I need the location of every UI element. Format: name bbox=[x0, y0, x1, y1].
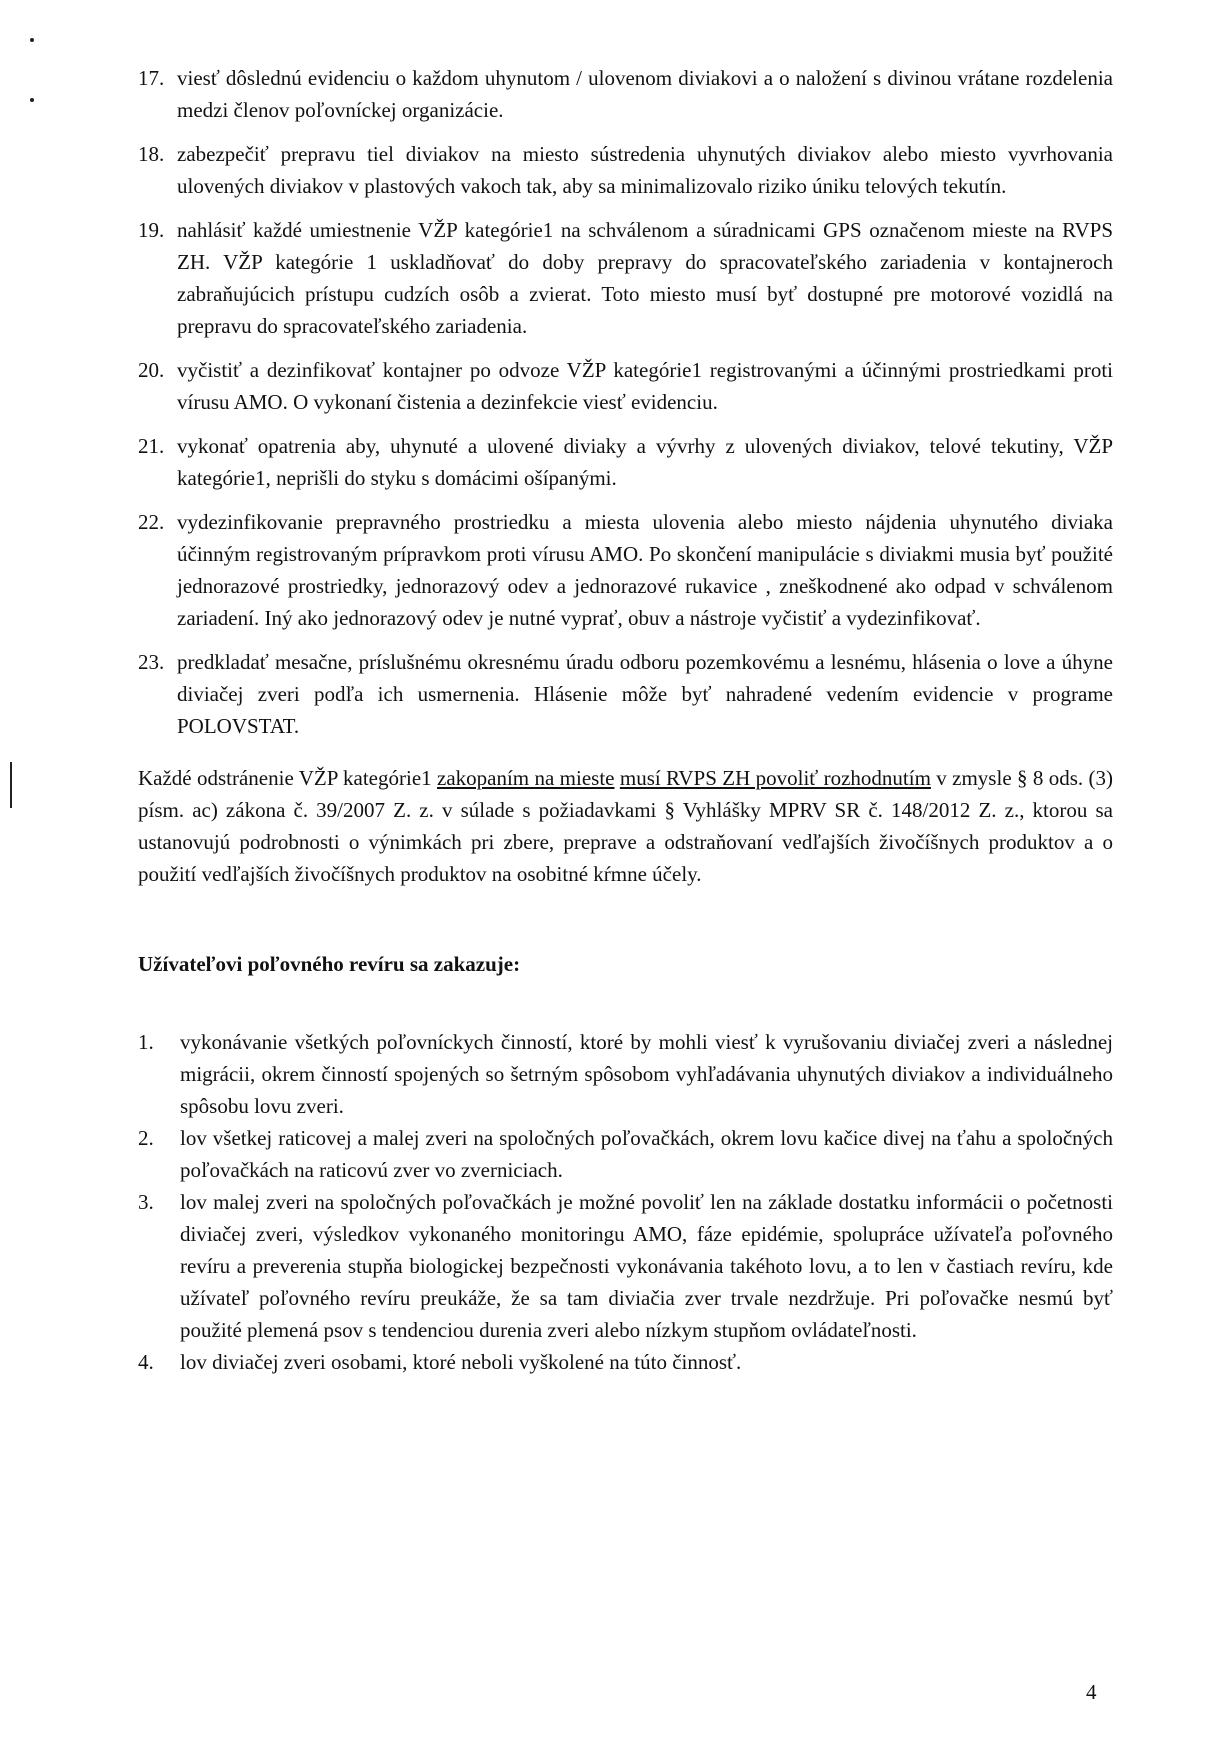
item-text: lov diviačej zveri osobami, ktoré neboli vyškolené na túto činnosť. bbox=[180, 1350, 742, 1374]
list-item bbox=[138, 506, 1113, 634]
list-item bbox=[138, 1346, 1113, 1378]
list-item bbox=[138, 138, 1113, 202]
item-text: zabezpečiť prepravu tiel diviakov na miesto sústredenia uhynutých diviakov alebo miesto vyvrhovania ulovených diviakov v plastových vakoch tak, aby sa minimalizovalo riziko úniku telových tekutín. bbox=[177, 142, 1113, 198]
list-item bbox=[138, 430, 1113, 494]
list-item bbox=[138, 1122, 1113, 1186]
list-item bbox=[138, 354, 1113, 418]
scan-speck bbox=[30, 98, 34, 102]
paragraph-text: Každé odstránenie VŽP kategórie1 bbox=[138, 766, 437, 790]
item-number: 1. bbox=[138, 1030, 154, 1054]
item-text: lov malej zveri na spoločných poľovačkách je možné povoliť len na základe dostatku informácii o početnosti diviačej zveri, výsledkov vykonaného monitoringu AMO, fáze epidémie, spolupráce užívateľa poľovného revíru a preverenia stupňa biologickej bezpečnosti vykonávania takéhoto lovu, a to len v častiach revíru, kde užívateľ poľovného revíru preukáže, že sa tam diviačia zver trvale nezdržuje. Pri poľovačke nesmú byť použité plemená psov s tendenciou durenia zveri alebo nízkym stupňom ovládateľnosti. bbox=[180, 1190, 1113, 1342]
item-number: 22. bbox=[138, 510, 165, 534]
item-text: vydezinfikovanie prepravného prostriedku a miesta ulovenia alebo miesto nájdenia uhynutého diviaka účinným registrovaným prípravkom proti vírusu AMO. Po skončení manipulácie s diviakmi musia byť použité jednorazové prostriedky, jednorazový odev a jednorazové rukavice , zneškodnené ako odpad v schválenom zariadení. Iný ako jednorazový odev je nutné vyprať, obuv a nástroje vyčistiť a vydezinfikovať. bbox=[177, 510, 1113, 630]
item-number: 3. bbox=[138, 1190, 154, 1214]
list-item bbox=[138, 214, 1113, 342]
section-heading: Užívateľovi poľovného revíru sa zakazuje: bbox=[138, 952, 521, 976]
list-item bbox=[138, 1026, 1113, 1122]
item-text: lov všetkej raticovej a malej zveri na spoločných poľovačkách, okrem lovu kačice divej na ťahu a spoločných poľovačkách na raticovú zver vo zverniciach. bbox=[180, 1126, 1113, 1182]
underlined-text: musí RVPS ZH povoliť rozhodnutím bbox=[619, 766, 931, 790]
item-text: nahlásiť každé umiestnenie VŽP kategórie1 na schválenom a súradnicami GPS označenom mieste na RVPS ZH. VŽP kategórie 1 uskladňovať do doby prepravy do spracovateľského zariadenia v kontajneroch zabraňujúcich prístupu cudzích osôb a zvierat. Toto miesto musí byť dostupné pre motorové vozidlá na prepravu do spracovateľského zariadenia. bbox=[177, 218, 1113, 338]
paragraph-text: v zmysle § 8 ods. (3) písm. ac) zákona č. 39/2007 Z. z. v súlade s požiadavkami § Vyhlášky MPRV SR č. 148/2012 Z. z., ktorou sa ustanovujú podrobnosti o výnimkách pri zbere, preprave a odstraňovaní vedľajších živočíšnych produktov a o použití vedľajších živočíšnych produktov na osobitné kŕmne účely. bbox=[138, 766, 1113, 886]
item-number: 19. bbox=[138, 218, 165, 242]
scan-margin-mark bbox=[10, 762, 12, 808]
list-item bbox=[138, 62, 1113, 126]
item-number: 23. bbox=[138, 650, 165, 674]
page-number: 4 bbox=[1086, 1680, 1097, 1704]
item-text: predkladať mesačne, príslušnému okresnému úradu odboru pozemkovému a lesnému, hlásenia o love a úhyne diviačej zveri podľa ich usmernenia. Hlásenie môže byť nahradené vedením evidencie v programe POLOVSTAT. bbox=[177, 650, 1113, 738]
item-text: viesť dôslednú evidenciu o každom uhynutom / ulovenom diviakovi a o naložení s divinou vrátane rozdelenia medzi členov poľovníckej organizácie. bbox=[177, 66, 1113, 122]
item-text: vyčistiť a dezinfikovať kontajner po odvoze VŽP kategórie1 registrovanými a účinnými prostriedkami proti vírusu AMO. O vykonaní čistenia a dezinfekcie viesť evidenciu. bbox=[177, 358, 1113, 414]
item-number: 17. bbox=[138, 66, 165, 90]
list-item bbox=[138, 1186, 1113, 1346]
item-text: vykonať opatrenia aby, uhynuté a ulovené diviaky a vývrhy z ulovených diviakov, telové tekutiny, VŽP kategórie1, neprišli do styku s domácimi ošípanými. bbox=[177, 434, 1113, 490]
item-number: 2. bbox=[138, 1126, 154, 1150]
underlined-text: zakopaním na mieste bbox=[437, 766, 615, 790]
item-number: 4. bbox=[138, 1350, 154, 1374]
item-number: 18. bbox=[138, 142, 165, 166]
document-body bbox=[138, 62, 1113, 1378]
scan-speck bbox=[30, 38, 34, 42]
item-text: vykonávanie všetkých poľovníckych činností, ktoré by mohli viesť k vyrušovaniu diviačej zveri a následnej migrácii, okrem činností spojených so šetrným spôsobom vyhľadávania uhynutých diviakov a individuálneho spôsobu lovu zveri. bbox=[180, 1030, 1113, 1118]
item-number: 20. bbox=[138, 358, 165, 382]
legal-paragraph bbox=[138, 762, 1113, 890]
item-number: 21. bbox=[138, 434, 165, 458]
prohibitions-list bbox=[138, 1026, 1113, 1378]
list-item bbox=[138, 646, 1113, 742]
